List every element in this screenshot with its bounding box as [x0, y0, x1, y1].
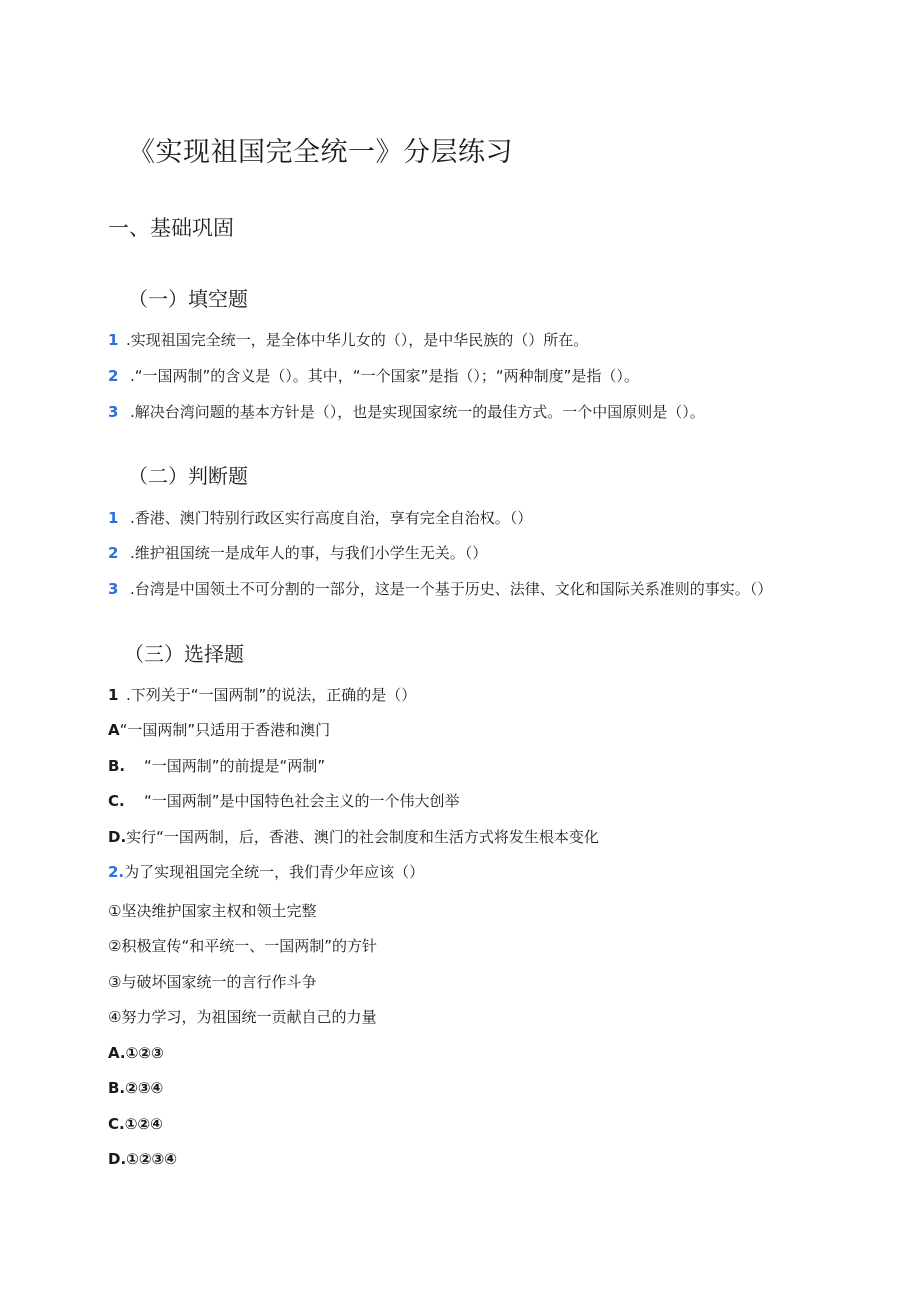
- item-text: .实现祖国完全统一，是全体中华儿女的（），是中华民族的（）所在。: [126, 331, 589, 349]
- judge-item-2: [108, 543, 487, 563]
- option-label: A.: [108, 1044, 126, 1062]
- q2-option-a: [108, 1043, 164, 1063]
- page-title: 《实现祖国完全统一》分层练习: [128, 137, 513, 168]
- option-label: B.: [108, 1079, 126, 1097]
- item-number: 3: [108, 403, 119, 421]
- judge-item-3: [108, 579, 772, 599]
- option-text: “一国两制”是中国特色社会主义的一个伟大创举: [144, 792, 460, 810]
- item-number: 3: [108, 580, 119, 598]
- q2-option-b: [108, 1078, 163, 1098]
- q2-statement-1: ①坚决维护国家主权和领土完整: [108, 902, 317, 920]
- item-text: .台湾是中国领土不可分割的一部分，这是一个基于历史、法律、文化和国际关系准则的事实。（）: [130, 580, 773, 598]
- item-number: 1: [108, 331, 119, 349]
- q1-option-a: [108, 720, 330, 740]
- fill-item-3: [108, 402, 705, 422]
- choice-q2: [108, 862, 424, 882]
- item-number: 2: [108, 544, 119, 562]
- option-label: C.: [108, 1115, 125, 1133]
- q2-statement-2: ②积极宣传“和平统一、一国两制”的方针: [108, 937, 377, 955]
- fill-heading: （一）填空题: [128, 287, 248, 311]
- option-label: D.: [108, 828, 127, 846]
- question-number: 2.: [108, 863, 125, 881]
- choice-q1: [108, 685, 416, 705]
- item-text: .香港、澳门特别行政区实行高度自治，享有完全自治权。（）: [130, 509, 533, 527]
- option-text: ①②③: [125, 1044, 164, 1062]
- q2-option-c: [108, 1114, 163, 1134]
- q2-option-d: [108, 1149, 177, 1169]
- item-number: 2: [108, 367, 119, 385]
- item-text: .“一国两制”的含义是（）。其中，“一个国家”是指（）；“两种制度”是指（）。: [130, 367, 639, 385]
- fill-item-2: [108, 366, 639, 386]
- option-label: D.: [108, 1150, 127, 1168]
- q1-option-c: [108, 791, 460, 811]
- choice-heading: （三）选择题: [124, 642, 244, 666]
- option-text: ②③④: [125, 1079, 164, 1097]
- judge-item-1: [108, 508, 532, 528]
- option-text: “一国两制”只适用于香港和澳门: [119, 721, 331, 739]
- item-text: .解决台湾问题的基本方针是（），也是实现国家统一的最佳方式。一个中国原则是（）。: [130, 403, 705, 421]
- question-text: 为了实现祖国完全统一，我们青少年应该（）: [124, 863, 425, 881]
- option-label: A: [108, 721, 120, 739]
- q2-statement-4: ④努力学习，为祖国统一贡献自己的力量: [108, 1008, 377, 1026]
- q1-option-d: [108, 827, 599, 847]
- question-text: .下列关于“一国两制”的说法，正确的是（）: [126, 686, 417, 704]
- section-heading-basics: 一、基础巩固: [108, 216, 234, 240]
- item-text: .维护祖国统一是成年人的事，与我们小学生无关。（）: [130, 544, 488, 562]
- fill-item-1: [108, 330, 588, 350]
- q2-statement-3: ③与破坏国家统一的言行作斗争: [108, 973, 317, 991]
- option-text: ①②④: [124, 1115, 163, 1133]
- item-number: 1: [108, 509, 119, 527]
- option-label: B.: [108, 757, 126, 775]
- option-text: ①②③④: [126, 1150, 177, 1168]
- judge-heading: （二）判断题: [128, 464, 248, 488]
- q1-option-b: [108, 756, 325, 776]
- option-label: C.: [108, 792, 125, 810]
- option-text: “一国两制”的前提是“两制”: [144, 757, 326, 775]
- option-text: 实行“一国两制，后，香港、澳门的社会制度和生活方式将发生根本变化: [126, 828, 599, 846]
- question-number: 1: [108, 686, 119, 704]
